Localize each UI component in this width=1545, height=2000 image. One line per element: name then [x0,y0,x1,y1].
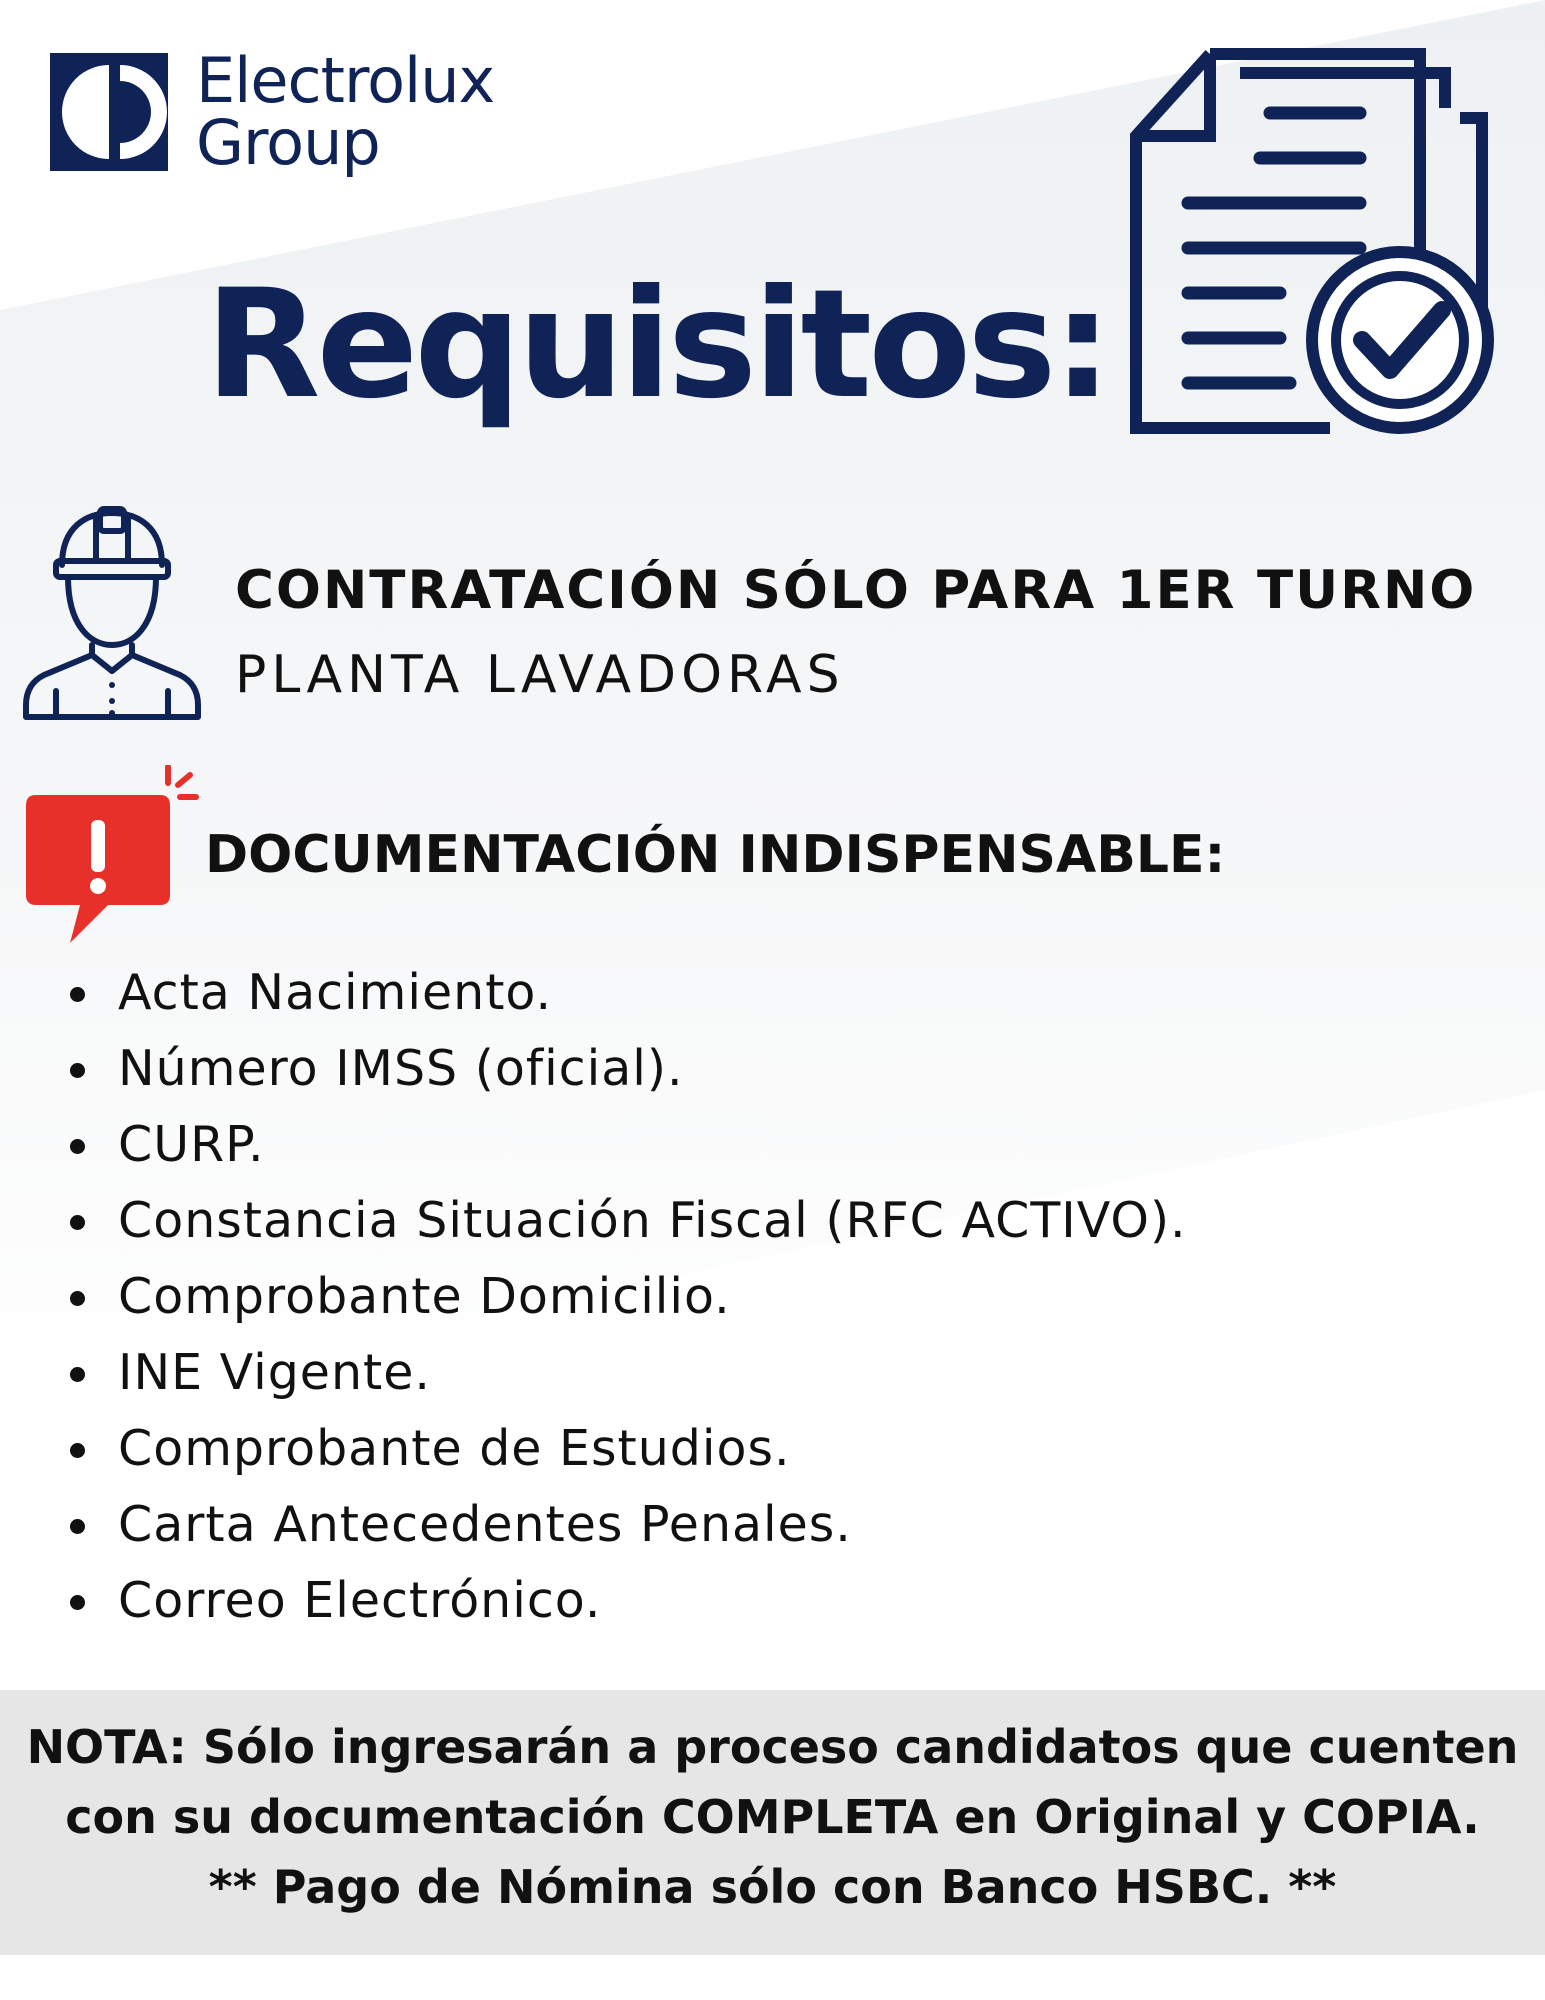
document-check-icon [1130,48,1500,438]
hiring-subtitle: PLANTA LAVADORAS [235,645,845,705]
list-item [60,1107,1187,1183]
bullet-icon [70,1595,85,1610]
list-item [60,1031,1187,1107]
bullet-icon [70,1519,85,1534]
requirements-list [60,955,1187,1639]
alert-bubble-icon [20,765,205,950]
list-item-label: Correo Electrónico. [118,1572,602,1629]
list-item-label: Constancia Situación Fiscal (RFC ACTIVO). [118,1192,1187,1249]
list-item-label: Acta Nacimiento. [118,964,553,1021]
list-item [60,1259,1187,1335]
list-item [60,1563,1187,1639]
brand-name [196,44,495,179]
note-line-3: ** Pago de Nómina sólo con Banco HSBC. ** [208,1860,1337,1914]
electrolux-logo-icon [50,53,168,171]
worker-hardhat-icon [20,505,205,720]
bullet-icon [70,1367,85,1382]
list-item [60,1411,1187,1487]
brand-logo [50,44,495,179]
list-item-label: Número IMSS (oficial). [118,1040,684,1097]
list-item [60,1335,1187,1411]
brand-name-line2: Group [196,106,380,179]
note-line-2: con su documentación COMPLETA en Original y COPIA. [65,1790,1480,1844]
list-item [60,1487,1187,1563]
page-title: Requisitos: [205,258,1109,432]
list-item [60,1183,1187,1259]
bullet-icon [70,1215,85,1230]
list-item-label: Comprobante Domicilio. [118,1268,731,1325]
list-item-label: Carta Antecedentes Penales. [118,1496,852,1553]
note-box [0,1690,1545,1955]
bullet-icon [70,987,85,1002]
list-item-label: INE Vigente. [118,1344,431,1401]
brand-name-line1: Electrolux [196,44,495,117]
hiring-title: CONTRATACIÓN SÓLO PARA 1ER TURNO [235,560,1477,621]
list-item-label: Comprobante de Estudios. [118,1420,791,1477]
documents-heading: DOCUMENTACIÓN INDISPENSABLE: [205,825,1226,885]
list-item [60,955,1187,1031]
note-line-1: NOTA: Sólo ingresarán a proceso candidatos que cuenten [26,1720,1519,1774]
bullet-icon [70,1291,85,1306]
list-item-label: CURP. [118,1116,265,1173]
bullet-icon [70,1139,85,1154]
bullet-icon [70,1063,85,1078]
bullet-icon [70,1443,85,1458]
